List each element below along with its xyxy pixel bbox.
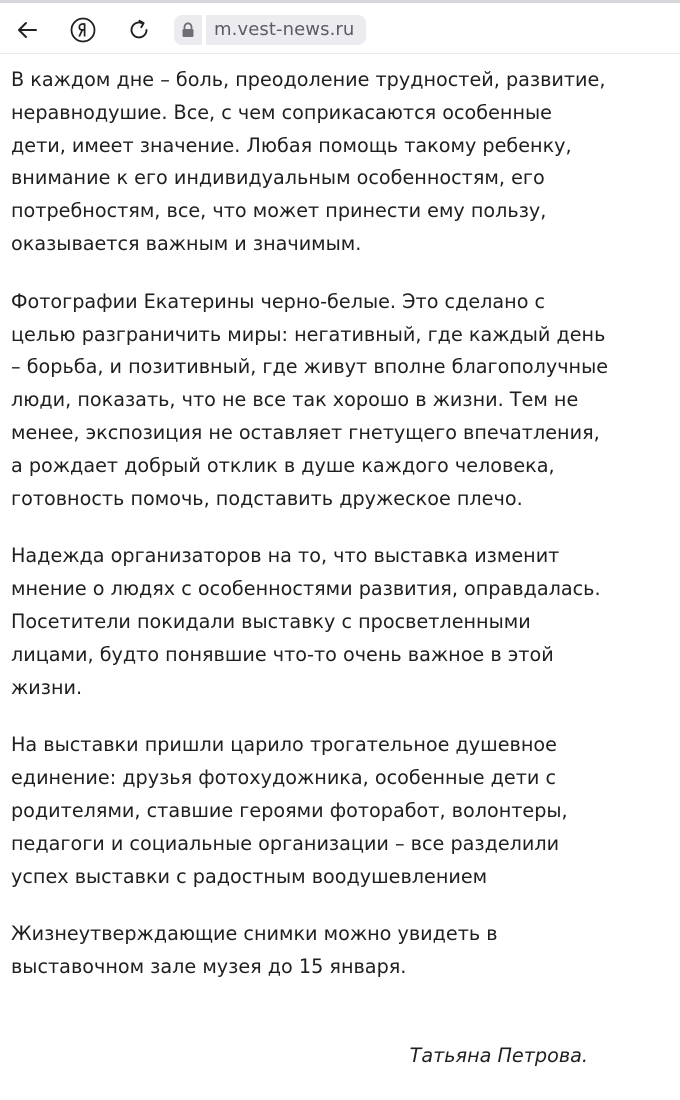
yandex-logo-icon — [70, 17, 96, 43]
article-paragraph: Жизнеутверждающие снимки можно увидеть в выставочном зале музея до 15 января. — [11, 922, 498, 979]
reload-button[interactable] — [122, 13, 156, 47]
back-button[interactable] — [10, 13, 44, 47]
reload-icon — [127, 18, 151, 42]
article-paragraph: Надежда организаторов на то, что выставка изменит мнение о людях с особенностями развития, оправдалась. Посетители покидали выставку с просветленными лицами, будто понявшие что-то очень важное в этой жизни. — [11, 544, 601, 699]
url-text: m.vest-news.ru — [206, 15, 366, 45]
author-signature: Татьяна Петрова. — [409, 1044, 588, 1067]
lock-icon — [181, 22, 195, 38]
lock-badge[interactable] — [174, 15, 202, 45]
article-paragraph: В каждом дне – боль, преодоление трудностей, развитие, неравнодушие. Все, с чем соприкасаются особенные дети, имеет значение. Любая помощь такому ребенку, внимание к его индивидуальным особенностям, его потребностям, все, что может принести ему пользу, оказывается важным и значимым. — [11, 68, 606, 255]
article-body — [11, 64, 611, 1009]
address-bar[interactable] — [174, 15, 366, 45]
browser-toolbar — [0, 0, 680, 54]
yandex-button[interactable] — [66, 13, 100, 47]
article-paragraph: На выставки пришли царило трогательное душевное единение: друзья фотохудожника, особенные дети с родителями, ставшие героями фоторабот, волонтеры, педагоги и социальные организации – все разделили успех выставки с радостным воодушевлением — [11, 733, 568, 888]
arrow-left-icon — [16, 19, 38, 41]
article-paragraph: Фотографии Екатерины черно-белые. Это сделано с целью разграничить миры: негативный, где каждый день – борьба, и позитивный, где живут вполне благополучные люди, показать, что не все так хорошо в жизни. Тем не менее, экспозиция не оставляет гнетущего впечатления, а рождает добрый отклик в душе каждого человека, готовность помочь, подставить дружеское плечо. — [11, 289, 609, 510]
